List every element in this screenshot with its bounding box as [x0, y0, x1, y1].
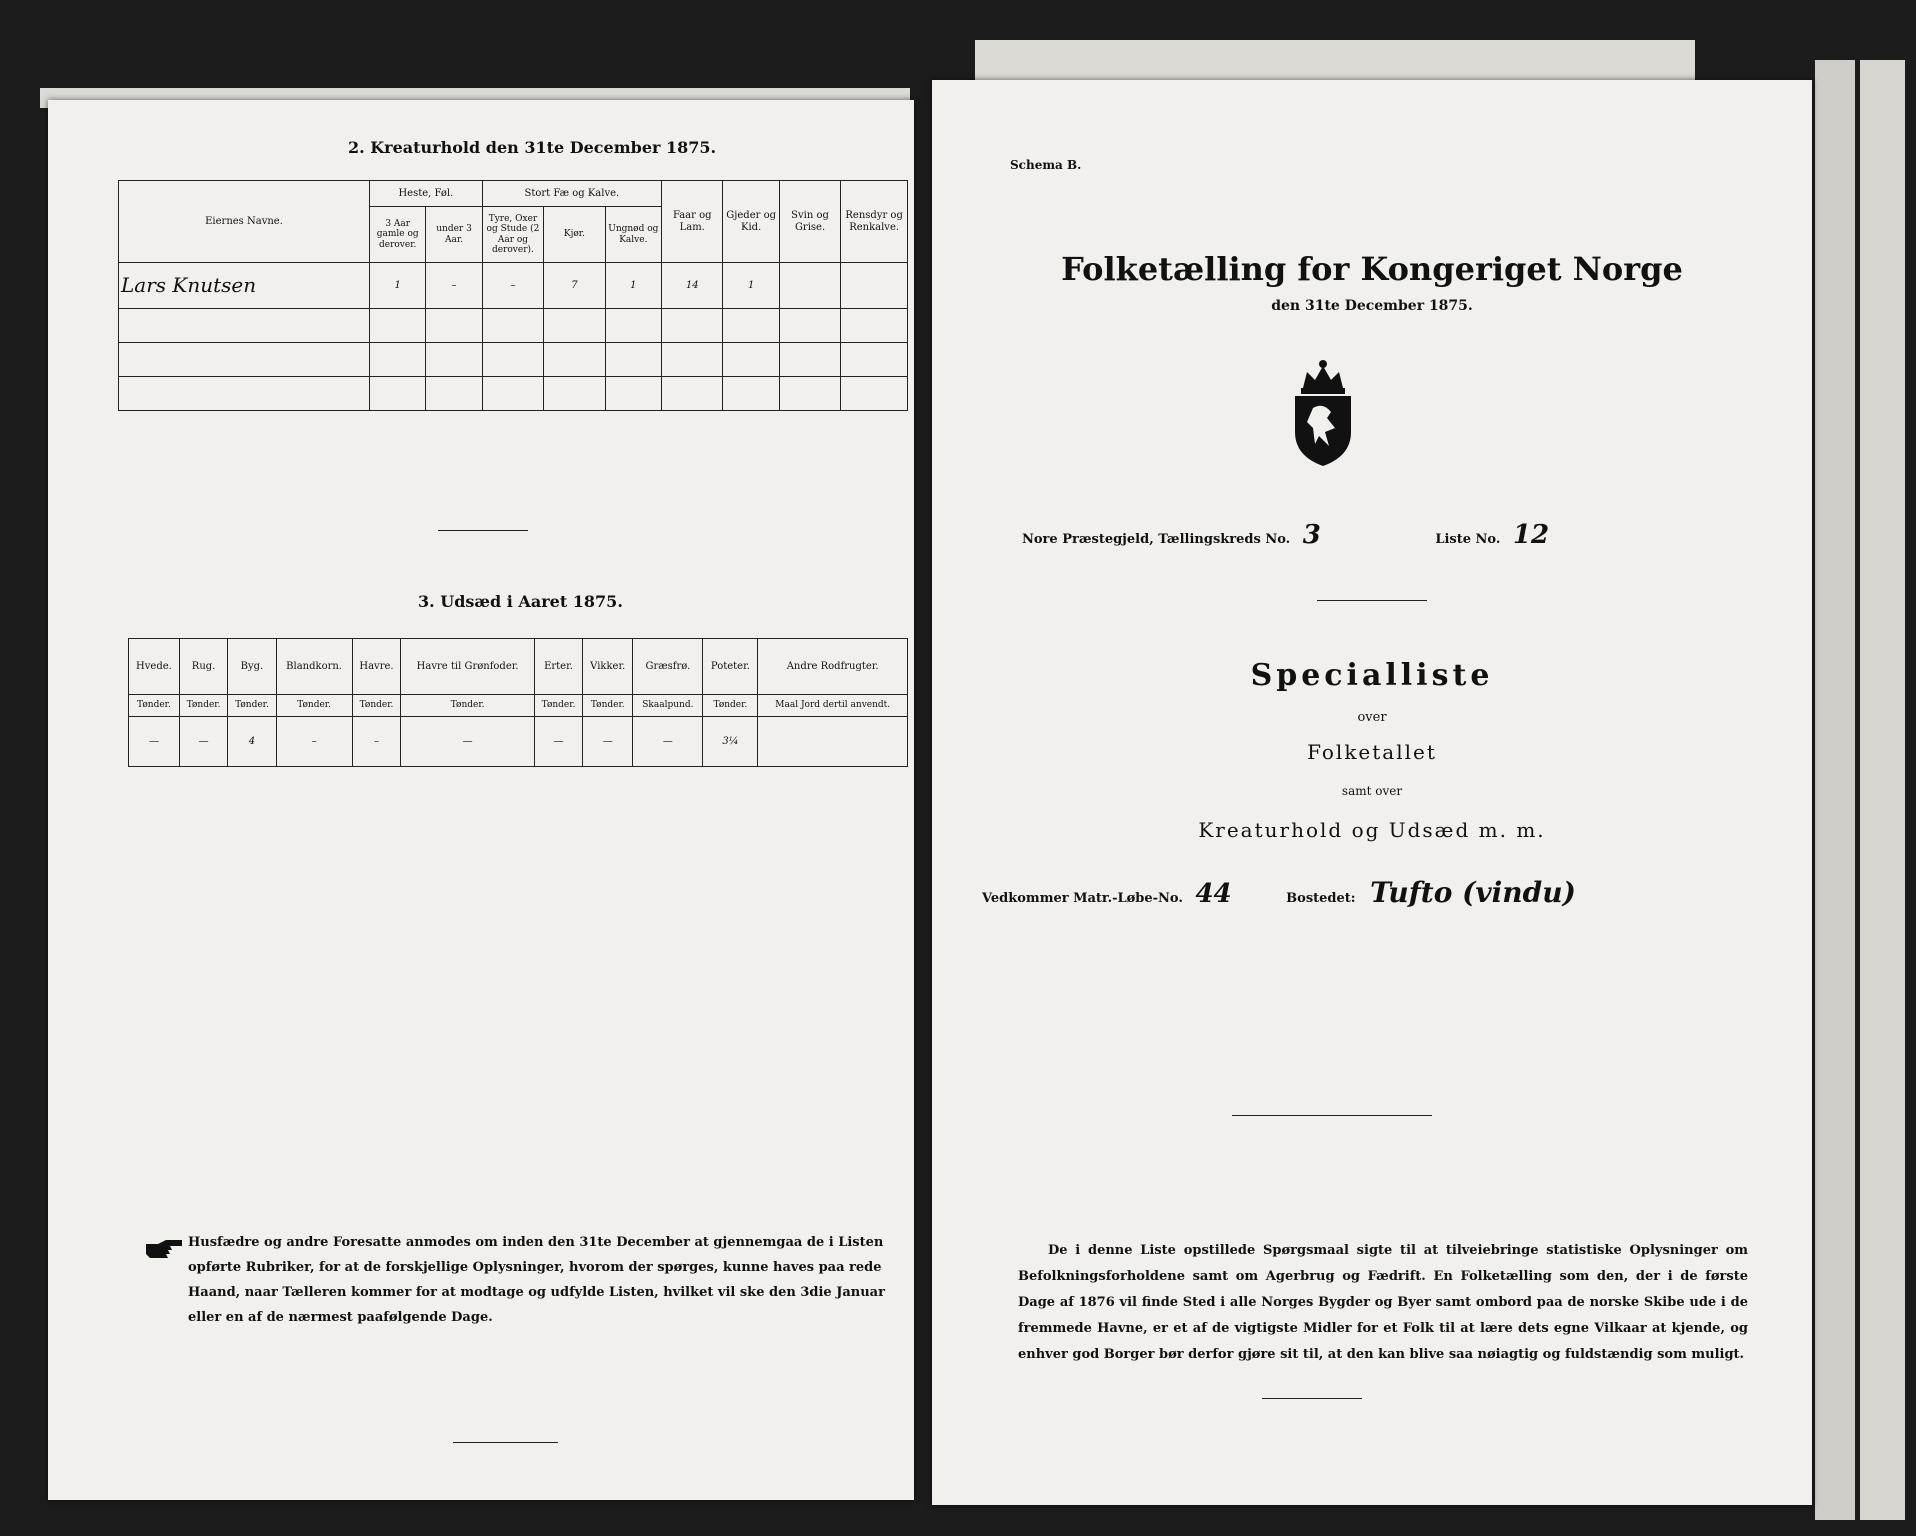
seed-value: — — [179, 717, 227, 767]
seed-unit: Tønder. — [534, 695, 582, 717]
seed-unit: Tønder. — [276, 695, 352, 717]
stortfae-header: Stort Fæ og Kalve. — [482, 181, 661, 207]
owner-name: Lars Knutsen — [119, 263, 370, 309]
prestegjeld-label: Nore Præstegjeld, Tællingskreds No. — [1022, 532, 1291, 547]
cell: 1 — [723, 263, 779, 309]
folketallet-text: Folketallet — [1307, 740, 1437, 764]
seed-header: Havre til Grønfoder. — [401, 639, 534, 695]
seed-value: — — [534, 717, 582, 767]
cell: – — [426, 263, 482, 309]
seed-header: Havre. — [352, 639, 401, 695]
cell — [779, 263, 840, 309]
samt-over-text: samt over — [1341, 784, 1403, 798]
faar-header: Faar og Lam. — [662, 181, 723, 263]
stortfae-b-header: Kjør. — [544, 207, 605, 263]
footer-rule — [1262, 1398, 1362, 1399]
seed-header: Græsfrø. — [633, 639, 703, 695]
seed-unit: Maal Jord dertil anvendt. — [758, 695, 908, 717]
seed-unit: Skaalpund. — [633, 695, 703, 717]
specialliste-heading: Specialliste — [1250, 658, 1494, 693]
table-row — [119, 309, 908, 343]
cell — [841, 263, 908, 309]
cell: 7 — [544, 263, 605, 309]
seed-table — [128, 638, 908, 767]
seed-unit: Tønder. — [583, 695, 633, 717]
seed-unit: Tønder. — [703, 695, 758, 717]
seed-value: – — [352, 717, 401, 767]
bosted-value: Tufto (vindu) — [1370, 876, 1576, 909]
gjeder-header: Gjeder og Kid. — [723, 181, 779, 263]
cell: 1 — [370, 263, 426, 309]
table-row — [119, 263, 908, 309]
divider — [1317, 600, 1427, 601]
back-sheet-right — [975, 40, 1695, 85]
table-row — [119, 343, 908, 377]
divider — [438, 530, 528, 531]
right-page — [932, 80, 1812, 1505]
seed-unit: Tønder. — [228, 695, 276, 717]
section3-title: 3. Udsæd i Aaret 1875. — [418, 592, 623, 611]
seed-value — [758, 717, 908, 767]
stortfae-a-header: Tyre, Oxer og Stude (2 Aar og derover). — [482, 207, 543, 263]
over-text: over — [1357, 710, 1387, 725]
seed-unit: Tønder. — [179, 695, 227, 717]
seed-value: — — [401, 717, 534, 767]
livestock-table — [118, 180, 908, 411]
seed-value: — — [129, 717, 180, 767]
heste-b-header: under 3 Aar. — [426, 207, 482, 263]
notice-text: Husfædre og andre Foresatte anmodes om inden den 31te December at gjennemgaa de i Listen opførte Rubriker, for at de forskjellige Oplysninger, hvorom der spørges, kunne haves paa rede Haand, naar Tælleren kommer for at modtage og udfylde Listen, hvilket vil ske den 3die Januar eller en af de nærmest paafølgende Dage. — [188, 1235, 885, 1325]
matr-label: Vedkommer Matr.-Løbe-No. — [982, 891, 1183, 906]
seed-header: Vikker. — [583, 639, 633, 695]
matr-line — [982, 876, 1782, 909]
seed-value: — — [583, 717, 633, 767]
pointing-hand-icon — [144, 1238, 184, 1260]
matr-no: 44 — [1195, 879, 1232, 909]
table-row — [119, 377, 908, 411]
left-page — [48, 100, 914, 1500]
schema-label: Schema B. — [1010, 158, 1082, 172]
seed-header: Byg. — [228, 639, 276, 695]
liste-label: Liste No. — [1435, 532, 1501, 547]
back-sheet-far-edge — [1860, 60, 1905, 1520]
rensdyr-header: Rensdyr og Renkalve. — [841, 181, 908, 263]
norwegian-coat-of-arms-icon — [1287, 358, 1359, 468]
kreds-no: 3 — [1302, 520, 1321, 550]
seed-unit: Tønder. — [401, 695, 534, 717]
seed-header: Blandkorn. — [276, 639, 352, 695]
seed-header: Poteter. — [703, 639, 758, 695]
stortfae-c-header: Ungnød og Kalve. — [605, 207, 661, 263]
main-title: Folketælling for Kongeriget Norge — [1061, 250, 1683, 288]
back-sheet-right-edge — [1815, 60, 1855, 1520]
footer-rule — [453, 1442, 558, 1443]
cell: – — [482, 263, 543, 309]
owner-header: Eiernes Navne. — [119, 181, 370, 263]
kreaturhold-text: Kreaturhold og Udsæd m. m. — [1198, 818, 1546, 842]
heste-header: Heste, Føl. — [370, 181, 483, 207]
seed-value: — — [633, 717, 703, 767]
closing-text: De i denne Liste opstillede Spørgsmaal sigte til at tilveiebringe statistiske Oplysninger om Befolkningsforholdene samt om Agerbrug og Fædrift. En Folketælling som den, der i de første Dage af 1876 vil finde Sted i alle Norges Bygder og Byer samt ombord paa de norske Skibe ude i de fremmede Havne, er et af de vigtigste Midler for et Folk til at lære dets egne Vilkaar at kjende, og enhver god Borger bør derfor gjøre sit til, at den kan blive saa nøiagtig og fuldstændig som muligt. — [1018, 1243, 1748, 1362]
seed-value: – — [276, 717, 352, 767]
seed-unit: Tønder. — [352, 695, 401, 717]
seed-header: Andre Rodfrugter. — [758, 639, 908, 695]
seed-header: Rug. — [179, 639, 227, 695]
seed-value: 4 — [228, 717, 276, 767]
main-subtitle: den 31te December 1875. — [1271, 298, 1473, 314]
heste-a-header: 3 Aar gamle og derover. — [370, 207, 426, 263]
district-line — [1022, 520, 1782, 550]
seed-header: Hvede. — [129, 639, 180, 695]
bosted-label: Bostedet: — [1286, 891, 1356, 906]
cell: 1 — [605, 263, 661, 309]
seed-value: 3¼ — [703, 717, 758, 767]
seed-unit: Tønder. — [129, 695, 180, 717]
divider — [1232, 1115, 1432, 1116]
table-row — [129, 717, 908, 767]
svin-header: Svin og Grise. — [779, 181, 840, 263]
cell: 14 — [662, 263, 723, 309]
liste-no: 12 — [1512, 520, 1550, 550]
section2-title: 2. Kreaturhold den 31te December 1875. — [348, 138, 717, 157]
seed-header: Erter. — [534, 639, 582, 695]
